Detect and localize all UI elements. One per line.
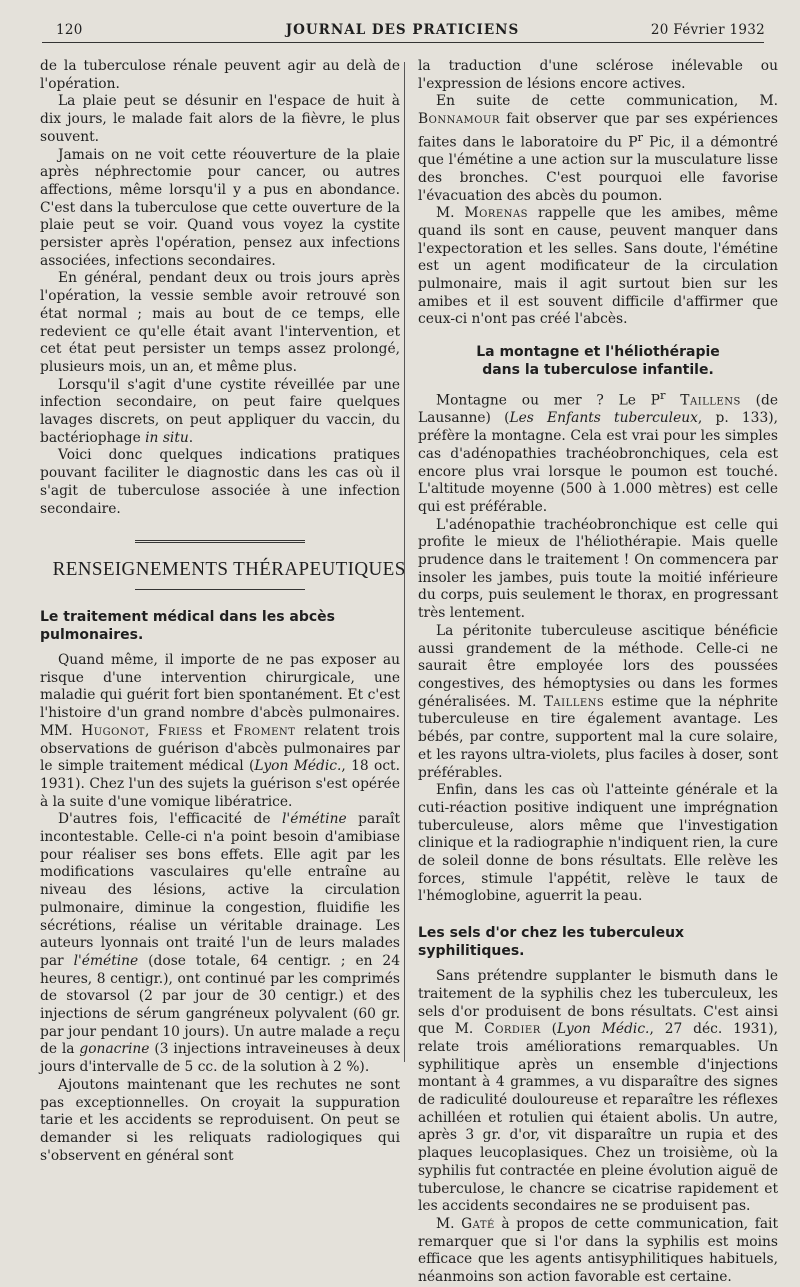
issue-date: 20 Février 1932 [650, 22, 765, 38]
article-title: Le traitement médical dans les abcès pulmonaires. [40, 608, 335, 643]
banner-rule-bottom [135, 589, 305, 590]
article-title: Les sels d'or chez les tuberculeux syphilitiques. [418, 925, 685, 960]
paragraph: Montagne ou mer ? Le $P^r$ Taillens (de Lausanne) (Les Enfants tuberculeux, p. 133), préfère la montagne. Cela est vrai pour les simples cas d'adénopathies trachéobronchiques, cela est encore plus vrai lorsque le poumon est touché. L'altitude moyenne (500 à 1.000 mètres) est celle qui est préférable. [418, 388, 778, 515]
paragraph: Enfin, dans les cas où l'atteinte générale et la cuti-réaction positive indiquent une imprégnation tuberculeuse, alors même que l'investigation clinique et la radiographie n'indiquent rien, la cure de soleil donne de bons résultats. Elle relève les forces, stimule l'appétit, relève le taux de l'hémoglobine, aguerrit la peau. [418, 782, 778, 905]
paragraph: la traduction d'une sclérose inélevable ou l'expression de lésions encore actives. [418, 58, 778, 92]
paragraph: En suite de cette communication, M. Bonnamour fait observer que par ses expériences faites dans le laboratoire du $P^r$ Pic, il a démontré que l'émétine a une action sur la musculature lisse des bronches. C'est pourquoi elle favorise l'évacuation des abcès du poumon. [418, 93, 778, 204]
paragraph: Voici donc quelques indications pratiques pouvant faciliter le diagnostic dans les cas où il s'agit de tuberculose associée à une infection secondaire. [40, 447, 400, 517]
paragraph: L'adénopathie trachéobronchique est celle qui profite le mieux de l'héliothérapie. Mais quelle prudence dans le traitement ! On commencera par insoler les jambes, puis toute la moitié inférieure du corps, puis seulement le thorax, en progressant très lentement. [418, 516, 778, 622]
paragraph: Lorsqu'il s'agit d'une cystite réveillée par une infection secondaire, on peut faire quelques lavages discrets, on peut appliquer du vaccin, du bactériophage in situ. [40, 376, 400, 446]
section-title: RENSEIGNEMENTS THÉRAPEUTIQUES [52, 558, 406, 581]
paragraph: La plaie peut se désunir en l'espace de huit à dix jours, le malade fait alors de la fièvre, le plus souvent. [40, 93, 400, 145]
paragraph: Jamais on ne voit cette réouverture de la plaie après néphrectomie pour cancer, ou autres affections, même lorsqu'il y a pus en abondance. C'est dans la tuberculose que cette ouverture de la plaie peut se voir. Quand vous voyez la cystite persister après l'opération, pensez aux infections associées, infections secondaires. [40, 146, 400, 269]
right-column [418, 58, 778, 1287]
header-rule [42, 42, 764, 43]
paragraph: Quand même, il importe de ne pas exposer au risque d'une intervention chirurgicale, une maladie qui guérit fort bien spontanément. Et c'est l'histoire d'un grand nombre d'abcès pulmonaires. MM. Hugonot, Friess et Froment relatent trois observations de guérison d'abcès pulmonaires par le simple traitement médical (Lyon Médic., 18 oct. 1931). Chez l'un des sujets la guérison s'est opérée à la suite d'une vomique libératrice. [40, 651, 400, 810]
page-number: 120 [56, 22, 83, 38]
article-title: La montagne et l'héliothérapie dans la tuberculose infantile. [476, 344, 720, 379]
paragraph: de la tuberculose rénale peuvent agir au delà de l'opération. [40, 58, 400, 92]
journal-title: JOURNAL DES PRATICIENS [285, 22, 520, 38]
banner-rule-top [135, 540, 305, 543]
paragraph: M. Gaté à propos de cette communication, fait remarquer que si l'or dans la syphilis est moins efficace que les agents antisyphilitiques habituels, néanmoins son action favorable est certaine. [418, 1215, 778, 1286]
paragraph: La péritonite tuberculeuse ascitique bénéficie aussi grandement de la méthode. Celle-ci ne saurait être employée lors des poussées congestives, des hémoptysies ou dans les formes généralisées. M. Taillens estime que la néphrite tuberculeuse en tire également avantage. Les bébés, par contre, supportent mal la cure solaire, et les rayons ultra-violets, plus faciles à doser, sont préférables. [418, 622, 778, 781]
left-column [40, 58, 406, 1165]
paragraph: Ajoutons maintenant que les rechutes ne sont pas exceptionnelles. On croyait la suppuration tarie et les accidents se reproduisent. On peut se demander si les reliquats radiologiques qui s'observent en général sont [40, 1076, 400, 1164]
section-banner [40, 540, 406, 590]
paragraph: D'autres fois, l'efficacité de l'émétine paraît incontestable. Celle-ci n'a point besoin d'amibiase pour réaliser ses bons effets. Elle agit par les modifications vasculaires qu'elle entraîne au niveau des lésions, active la circulation pulmonaire, diminue la congestion, fluidifie les sécrétions, réalise un véritable drainage. Les auteurs lyonnais ont traité l'un de leurs malades par l'émétine (dose totale, 64 centigr. ; en 24 heures, 8 centigr.), ont continué par les comprimés de stovarsol (2 par jour de 30 centigr.) et des injections de sérum gangréneux polyvalent (60 gr. par jour pendant 10 jours). Un autre malade a reçu de la gonacrine (3 injections intraveineuses à deux jours d'intervalle de 5 cc. de la solution à 2 %). [40, 811, 400, 1076]
paragraph: En général, pendant deux ou trois jours après l'opération, la vessie semble avoir retrouvé son état normal ; mais au bout de ce temps, elle redevient ce qu'elle était avant l'intervention, et cet état peut persister un temps assez prolongé, plusieurs mois, un an, et même plus. [40, 270, 400, 375]
running-header [40, 22, 765, 40]
paragraph: M. Morenas rappelle que les amibes, même quand ils sont en cause, peuvent manquer dans l'expectoration et les selles. Sans doute, l'émétine est un agent modificateur de la circulation pulmonaire, mais il agit surtout bien sur les amibes et il est souvent difficile d'affirmer que ceux-ci n'ont pas créé l'abcès. [418, 205, 778, 328]
paragraph: Sans prétendre supplanter le bismuth dans le traitement de la syphilis chez les tuberculeux, les sels d'or produisent de bons résultats. C'est ainsi que M. Cordier (Lyon Médic., 27 déc. 1931), relate trois améliorations remarquables. Un syphilitique après un ensemble d'injections montant à 4 grammes, a vu disparaître des signes de radiculité douloureuse et reparaître les réflexes achilléen et rotulien qui étaient abolis. Un autre, après 3 gr. d'or, vit disparaître un rupia et des plaques leucoplasiques. Chez un troisième, où la syphilis fut contractée en pleine évolution aiguë de tuberculose, le chancre se cicatrise rapidement et les accidents secondaires ne se produisent pas. [418, 968, 778, 1215]
